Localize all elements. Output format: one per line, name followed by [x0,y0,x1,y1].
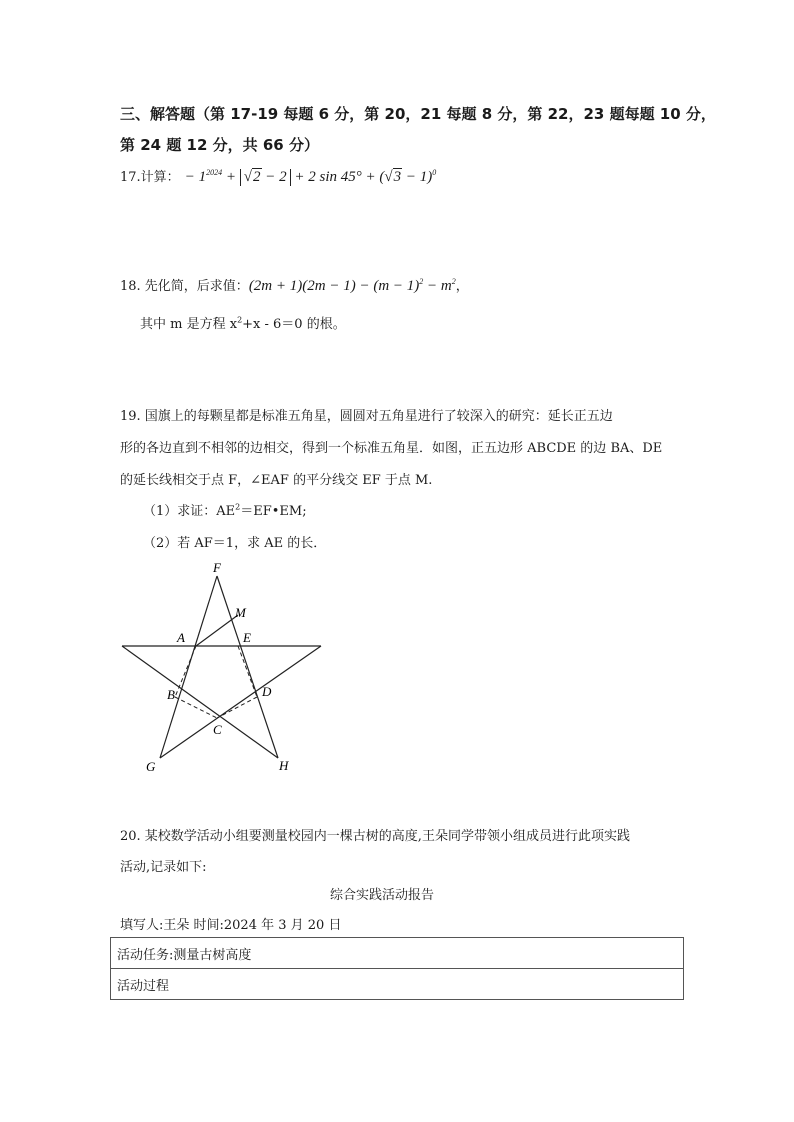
q19-part1-b: ＝EF•EM; [240,504,307,519]
q19-part1-exp: 2 [235,502,241,512]
report-filler: 填写人:王朵 时间:2024 年 3 月 20 日 [120,918,342,933]
q18-label: 18. 先化简，后求值： [120,279,249,294]
question-17 [120,166,436,186]
label-H: H [279,758,289,773]
q19-line1: 19. 国旗上的每颗星都是标准五角星，圆圆对五角星进行了较深入的研究：延长正五边 [120,409,613,424]
q19-part2: （2）若 AF＝1，求 AE 的长． [143,536,327,551]
label-A: A [177,630,185,645]
q18-cond-b: +x - 6＝0 的根。 [242,317,346,332]
q17-minus2: − 2 [265,169,287,185]
label-B: B [167,687,175,702]
q20-line2: 活动,记录如下: [120,860,207,875]
q17-label: 17.计算： [120,170,180,185]
q20-line1: 20. 某校数学活动小组要测量校园内一棵古树的高度,王朵同学带领小组成员进行此项实践 [120,829,630,844]
q18-cond-exp: 2 [237,315,243,325]
star-line-left-H [122,646,278,758]
q18-exp2a: 2 [419,277,424,286]
q17-exponent: 2024 [206,168,223,177]
pentagon-AB [175,646,196,697]
label-D: D [262,684,272,699]
q17-absolute-value: √2 − 2 [240,169,291,186]
table-row [111,938,684,969]
section-heading-line1: 三、解答题（第 17-19 每题 6 分，第 20，21 每题 8 分，第 22，23 题每题 10 分， [120,105,716,123]
q18-exp2b: 2 [451,277,456,286]
table-cell-process: 活动过程 [111,969,684,1000]
table-cell-task: 活动任务:测量古树高度 [111,938,684,969]
pentagon-ED [238,646,257,697]
label-F: F [213,560,221,575]
star-line-FG [160,576,217,758]
pentagon-BC [175,697,217,718]
star-line-HF [217,576,278,758]
q19-part1 [143,500,307,519]
label-M: M [235,605,246,620]
question-18 [120,275,469,295]
q18-comma: ， [455,279,469,294]
q17-exp0: 0 [432,168,437,177]
report-title: 综合实践活动报告 [330,888,435,903]
q19-line3: 的延长线相交于点 F，∠EAF 的平分线交 EF 于点 M. [120,473,433,488]
report-table [110,937,684,1000]
q17-sqrt2: 2 [253,169,261,185]
q18-minus-m: − m [423,278,452,294]
q17-sqrt3: 3 [393,169,402,185]
label-C: C [213,722,222,737]
q18-expression [249,278,456,294]
q18-condition [140,313,346,332]
q18-cond-a: 其中 m 是方程 x [140,317,238,332]
q18-expr: (2m + 1)(2m − 1) − (m − 1) [248,278,420,294]
table-row [111,969,684,1000]
label-E: E [243,630,251,645]
q17-expression: − $1^{2024} + √2 - 2 + 2$ $\sin 45^\circ + (√3 - 1)^0$ [184,168,437,185]
pentagram-figure [110,558,340,778]
bisector-AM [196,615,238,646]
q17-close: − 1) [405,169,433,185]
q19-part1-a: （1）求证：AE [143,504,236,519]
label-G: G [146,759,156,774]
q19-line2: 形的各边直到不相邻的边相交，得到一个标准五角星．如图，正五边形 ABCDE 的边 BA、DE [120,441,663,456]
pentagon-DC [217,697,257,718]
q17-sin-part: + 2 sin 45° + ( [294,169,385,185]
section-heading-line2: 第 24 题 12 分，共 66 分） [120,136,319,154]
